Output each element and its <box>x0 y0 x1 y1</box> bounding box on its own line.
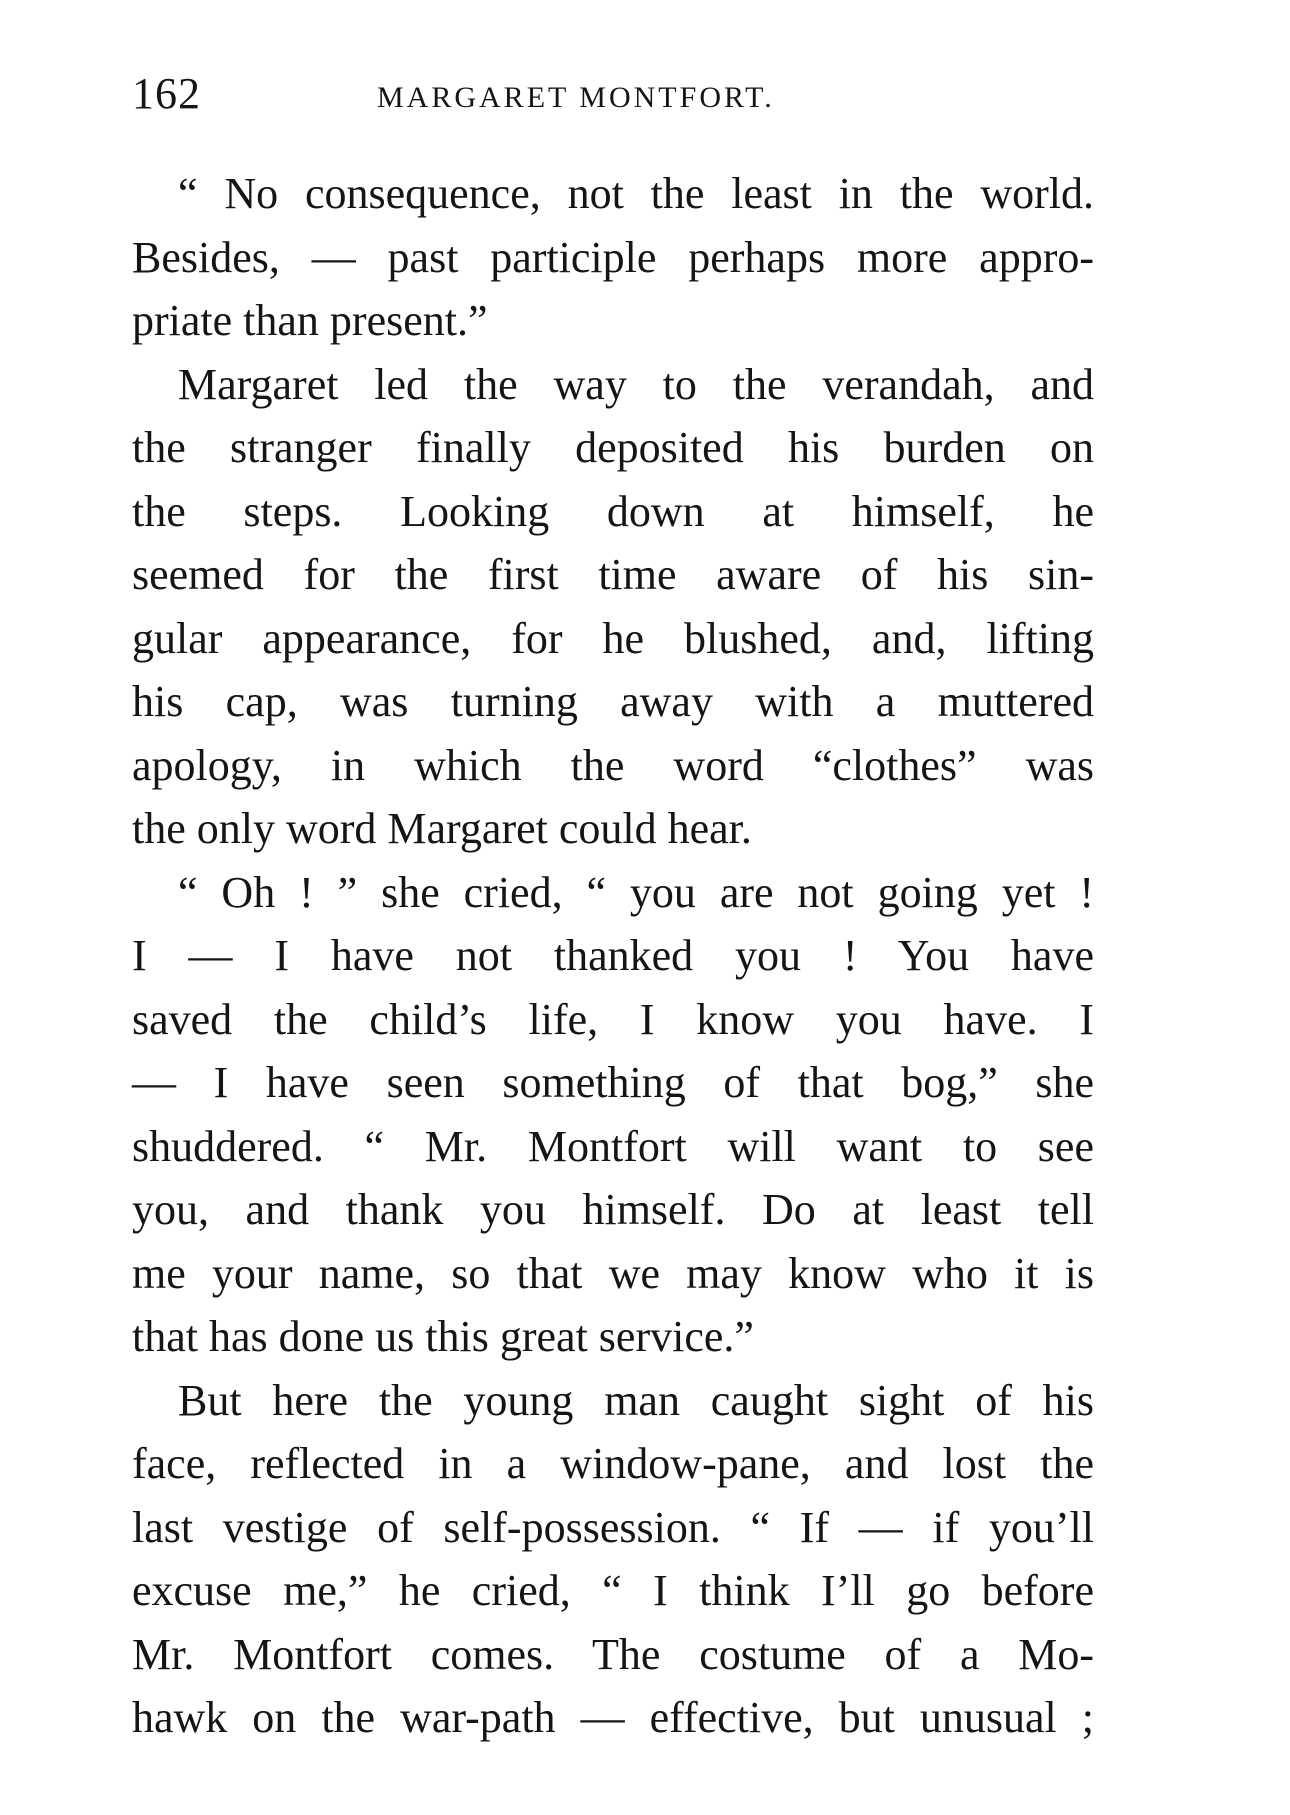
text-line: Besides, — past participle perhaps more appro- <box>132 232 1094 282</box>
text-line: saved the child’s life, I know you have. I <box>132 994 1094 1044</box>
text-line: apology, in which the word “clothes” was <box>132 740 1094 790</box>
text-line: I — I have not thanked you ! You have <box>132 931 1094 980</box>
paragraph <box>132 162 1094 353</box>
text-line: Margaret led the way to the verandah, and <box>178 359 1094 409</box>
text-line: gular appearance, for he blushed, and, lifting <box>132 613 1094 663</box>
text-line: you, and thank you himself. Do at least tell <box>132 1185 1094 1234</box>
text-line: seemed for the first time aware of his sin- <box>132 550 1094 599</box>
text-line: that has done us this great service.” <box>132 1312 754 1361</box>
text-line: the only word Margaret could hear. <box>132 804 752 853</box>
paragraph <box>132 353 1094 861</box>
text-line: But here the young man caught sight of his <box>178 1375 1094 1425</box>
text-line: “ No consequence, not the least in the world. <box>178 169 1094 218</box>
text-line: “ Oh ! ” she cried, “ you are not going yet ! <box>178 867 1094 917</box>
text-line: excuse me,” he cried, “ I think I’ll go before <box>132 1566 1094 1615</box>
text-line: hawk on the war-path — effective, but unusual ; <box>132 1693 1094 1742</box>
text-line: his cap, was turning away with a muttered <box>132 677 1094 726</box>
page-number: 162 <box>132 69 201 118</box>
text-line: — I have seen something of that bog,” she <box>132 1058 1094 1107</box>
text-line: the steps. Looking down at himself, he <box>132 486 1094 536</box>
text-line: shuddered. “ Mr. Montfort will want to see <box>132 1121 1094 1171</box>
text-line: priate than present.” <box>132 296 488 345</box>
text-line: me your name, so that we may know who it is <box>132 1248 1094 1298</box>
running-header <box>132 64 1092 124</box>
paragraph <box>132 1369 1094 1750</box>
paragraph <box>132 861 1094 1369</box>
text-line: Mr. Montfort comes. The costume of a Mo- <box>132 1629 1094 1679</box>
text-line: face, reflected in a window-pane, and lost the <box>132 1439 1094 1488</box>
text-line: the stranger finally deposited his burden on <box>132 423 1094 472</box>
running-title: MARGARET MONTFORT. <box>377 81 775 114</box>
text-line: last vestige of self-possession. “ If — if you’ll <box>132 1502 1094 1552</box>
body-text <box>132 162 1094 1750</box>
